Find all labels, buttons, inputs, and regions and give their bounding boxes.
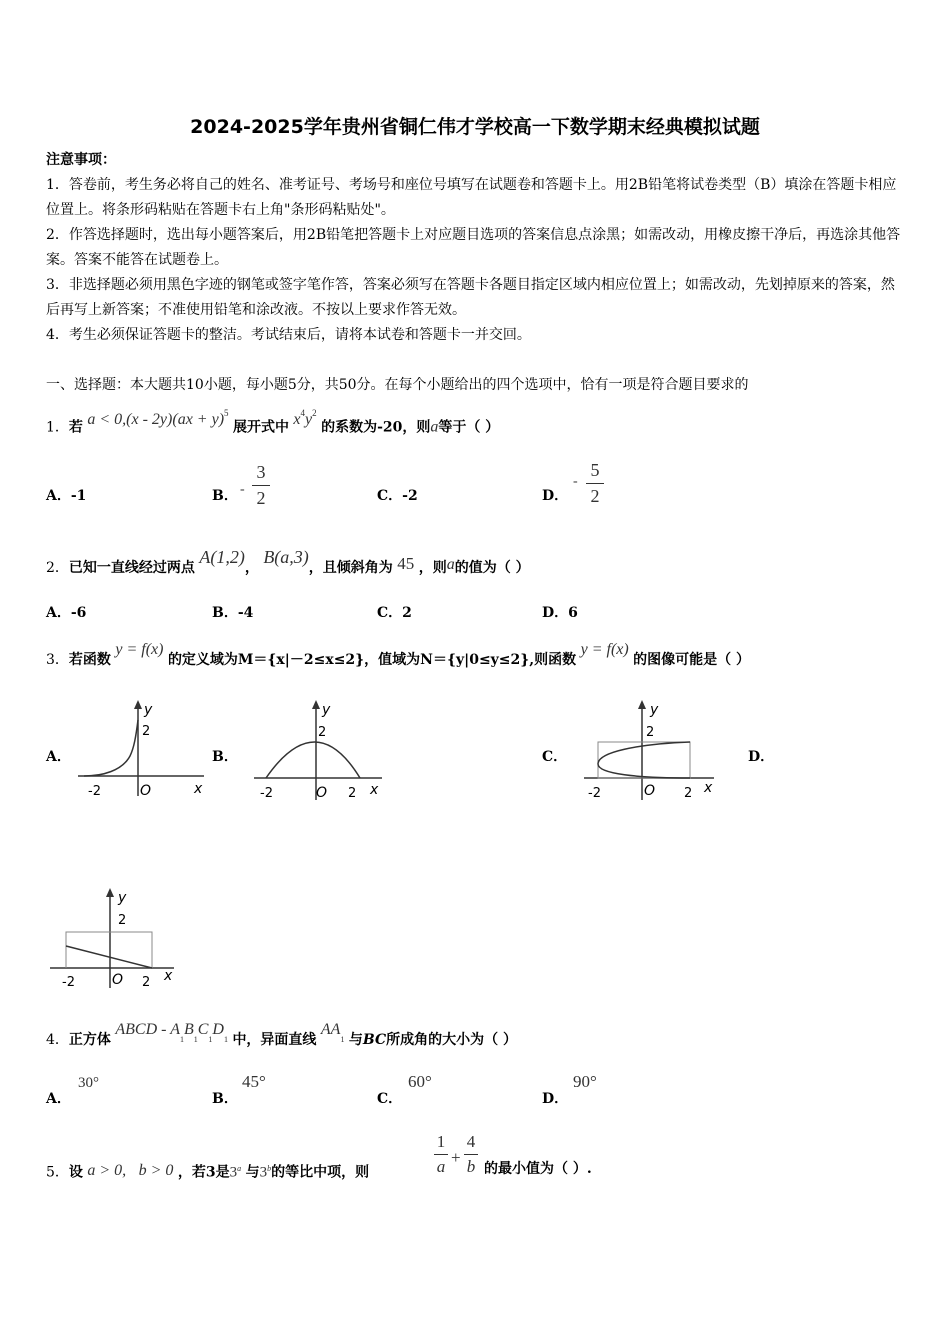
y-tick: 2 bbox=[142, 724, 151, 739]
y-label: y bbox=[144, 702, 153, 718]
origin-label: O bbox=[644, 783, 656, 799]
section-heading: 一、选择题：本大题共10小题，每小题5分，共50分。在每个小题给出的四个选项中，恰有一项是符合题目要求的 bbox=[46, 377, 749, 393]
curve bbox=[84, 720, 138, 776]
q1-option-b[interactable]: B． bbox=[212, 488, 238, 504]
notice-heading: 注意事项： bbox=[46, 152, 116, 168]
q4-option-d[interactable]: D． bbox=[542, 1091, 569, 1107]
y-label: y bbox=[118, 890, 127, 906]
q2-option-b[interactable]: B．-4 bbox=[212, 605, 254, 621]
origin-label: O bbox=[316, 785, 328, 801]
x-tick-pos2: 2 bbox=[684, 786, 693, 801]
origin-label: O bbox=[140, 783, 152, 799]
q3-graph-b bbox=[250, 696, 390, 806]
q5-fraction-2: 4 b bbox=[464, 1132, 478, 1177]
q4-value-b: 45° bbox=[242, 1072, 266, 1091]
line bbox=[66, 946, 152, 968]
y-label: y bbox=[650, 702, 659, 718]
x-label: x bbox=[164, 968, 173, 984]
q5-fraction-1: 1 a bbox=[434, 1132, 448, 1177]
q3-option-b[interactable]: B． bbox=[212, 749, 238, 765]
curve bbox=[598, 742, 690, 778]
q1-option-a[interactable]: A．-1 bbox=[46, 488, 87, 504]
y-label: y bbox=[322, 702, 331, 718]
q4-option-a[interactable]: A． bbox=[46, 1091, 71, 1107]
q4-stem: 4．正方体 ABCD - $A_1B_1C_1D_1$ 中，异面直线 $AA_1$ 与BC所成角的大小为（ ） bbox=[46, 1021, 518, 1048]
y-tick: 2 bbox=[646, 725, 655, 740]
q3-graph-a bbox=[72, 696, 212, 806]
q3-stem: 3．若函数 y = f(x) 的定义域为M＝{x|－2≤x≤2}，值域为N＝{y|0≤y≤2},则函数 y = f(x) 的图像可能是（ ） bbox=[46, 641, 751, 668]
q3-option-c[interactable]: C． bbox=[542, 749, 568, 765]
q1-b-sign: - bbox=[240, 482, 245, 497]
x-tick-pos2: 2 bbox=[348, 786, 357, 801]
q3-graph-c bbox=[578, 696, 723, 806]
x-tick-pos2: 2 bbox=[142, 975, 151, 990]
notice-item-1: 1．答卷前，考生务必将自己的姓名、准考证号、考场号和座位号填写在试题卷和答题卡上。用2B铅笔将试卷类型（B）填涂在答题卡相应位置上。将条形码粘贴在答题卡右上角"条形码粘贴处"。 bbox=[46, 177, 897, 218]
q3-option-a[interactable]: A． bbox=[46, 749, 71, 765]
q1-b-fraction: 3 2 bbox=[252, 462, 270, 509]
q2-option-a[interactable]: A．-6 bbox=[46, 605, 87, 621]
x-tick-neg2: -2 bbox=[260, 786, 273, 801]
q1-stem: 1．若 a < 0,(x - 2y)(ax + y)$^5$ 展开式中 $x^4y^2$ 的系数为-20，则a等于（ ） bbox=[46, 408, 500, 436]
q5-tail: 的最小值为（ ）. bbox=[484, 1161, 592, 1177]
q3-option-d[interactable]: D． bbox=[748, 749, 775, 765]
q2-option-c[interactable]: C．2 bbox=[377, 605, 412, 621]
q4-option-b[interactable]: B． bbox=[212, 1091, 238, 1107]
x-label: x bbox=[704, 780, 713, 796]
q1-d-sign: - bbox=[573, 474, 578, 489]
notice-item-4: 4．考生必须保证答题卡的整洁。考试结束后，请将本试卷和答题卡一并交回。 bbox=[46, 327, 531, 343]
y-tick: 2 bbox=[318, 725, 327, 740]
q4-value-a: 30° bbox=[78, 1075, 99, 1091]
page-title: 2024-2025学年贵州省铜仁伟才学校高一下数学期末经典模拟试题 bbox=[190, 116, 760, 138]
q2-stem: 2．已知一直线经过两点 A(1,2)， B(a,3)，且倾斜角为 45 ，则a的值为（ ） bbox=[46, 547, 530, 576]
q4-option-c[interactable]: C． bbox=[377, 1091, 403, 1107]
q1-option-c[interactable]: C．-2 bbox=[377, 488, 418, 504]
origin-label: O bbox=[112, 972, 124, 988]
curve bbox=[266, 742, 360, 778]
q5-stem: 5．设 a > 0, b > 0 ，若3是3$^a$ 与3$^b$的等比中项，则 bbox=[46, 1161, 370, 1181]
q3-graph-d bbox=[46, 884, 186, 994]
x-label: x bbox=[370, 782, 379, 798]
x-tick-neg2: -2 bbox=[62, 975, 75, 990]
q5-plus: + bbox=[451, 1148, 461, 1167]
q1-option-d[interactable]: D． bbox=[542, 488, 569, 504]
x-tick-neg2: -2 bbox=[588, 786, 601, 801]
y-tick: 2 bbox=[118, 913, 127, 928]
x-label: x bbox=[194, 781, 203, 797]
notice-item-2: 2．作答选择题时，选出每小题答案后，用2B铅笔把答题卡上对应题目选项的答案信息点涂黑；如需改动，用橡皮擦干净后，再选涂其他答案。答案不能答在试题卷上。 bbox=[46, 227, 901, 268]
q4-value-d: 90° bbox=[573, 1072, 597, 1091]
notice-item-3: 3．非选择题必须用黑色字迹的钢笔或签字笔作答，答案必须写在答题卡各题目指定区域内相应位置上；如需改动，先划掉原来的答案，然后再写上新答案；不准使用铅笔和涂改液。不按以上要求作答无效。 bbox=[46, 277, 895, 318]
q2-option-d[interactable]: D．6 bbox=[542, 605, 578, 621]
q4-value-c: 60° bbox=[408, 1072, 432, 1091]
x-tick-neg2: -2 bbox=[88, 784, 101, 799]
q1-d-fraction: 5 2 bbox=[586, 460, 604, 507]
